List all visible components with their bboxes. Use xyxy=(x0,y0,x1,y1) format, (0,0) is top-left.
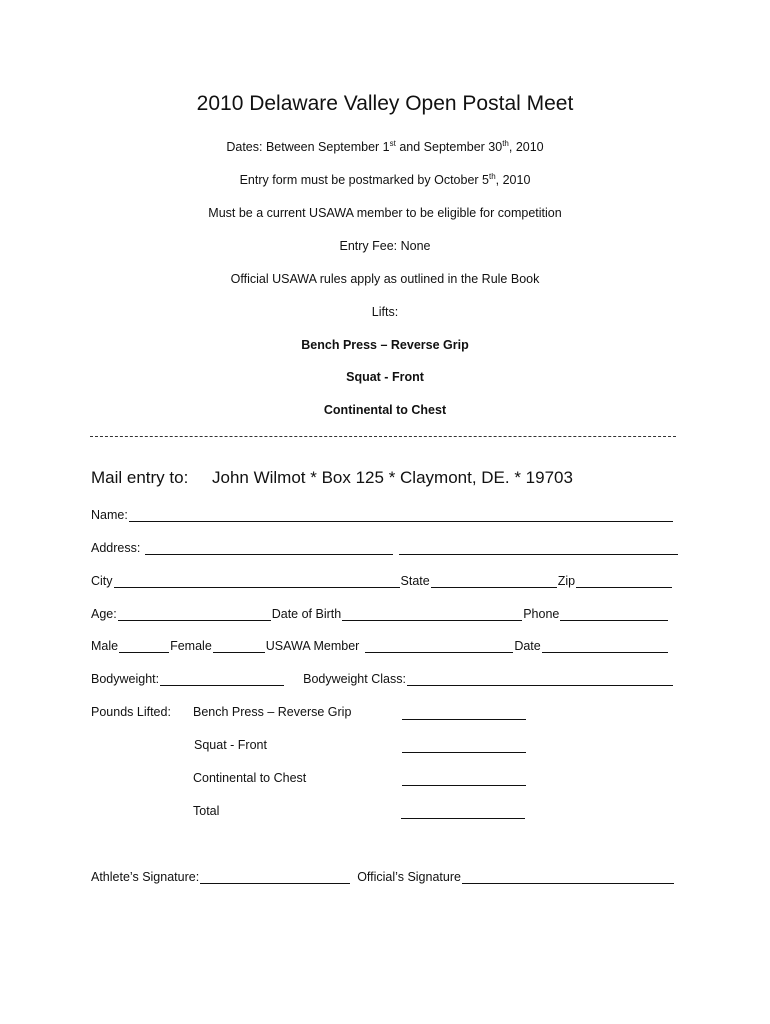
pounds-item: Continental to Chest xyxy=(193,771,307,785)
dob-label: Date of Birth xyxy=(271,607,342,621)
address-label: Address: xyxy=(91,541,141,555)
zip-field[interactable] xyxy=(576,575,672,588)
pounds-item: Bench Press – Reverse Grip xyxy=(193,705,352,719)
official-signature-field[interactable] xyxy=(462,871,674,884)
phone-field[interactable] xyxy=(560,608,668,621)
age-field[interactable] xyxy=(118,608,271,621)
official-signature-label: Official’s Signature xyxy=(357,870,461,884)
dates-mid: and September 30 xyxy=(395,140,503,154)
age-row xyxy=(91,607,679,621)
state-label: State xyxy=(400,574,430,588)
city-row xyxy=(91,574,679,588)
postmark-line xyxy=(0,173,770,187)
phone-label: Phone xyxy=(523,607,560,621)
postmark-prefix: Entry form must be postmarked by October 5 xyxy=(239,173,489,187)
lift-item: Bench Press – Reverse Grip xyxy=(301,338,469,352)
squat-field[interactable] xyxy=(402,752,526,753)
usawa-member-field[interactable] xyxy=(365,640,513,653)
lifts-heading: Lifts: xyxy=(371,305,399,319)
bodyweight-row xyxy=(91,672,679,686)
state-field[interactable] xyxy=(431,575,557,588)
continental-field[interactable] xyxy=(402,785,526,786)
dates-sup-1: st xyxy=(389,138,396,148)
dob-field[interactable] xyxy=(342,608,522,621)
divider xyxy=(90,436,676,437)
signature-row xyxy=(91,870,679,884)
male-field[interactable] xyxy=(119,640,169,653)
total-field[interactable] xyxy=(401,818,525,819)
mail-entry xyxy=(91,468,573,488)
zip-label: Zip xyxy=(557,574,576,588)
name-field[interactable] xyxy=(129,509,673,522)
address-field-2[interactable] xyxy=(399,542,678,555)
dates-line xyxy=(0,140,770,154)
mail-address: John Wilmot * Box 125 * Claymont, DE. * 19703 xyxy=(212,468,573,487)
female-field[interactable] xyxy=(213,640,265,653)
name-row xyxy=(91,508,679,522)
gender-row xyxy=(91,639,679,653)
athlete-signature-label: Athlete’s Signature: xyxy=(91,870,200,884)
address-row xyxy=(91,541,679,555)
pounds-lifted-label: Pounds Lifted: xyxy=(91,705,171,719)
page-title: 2010 Delaware Valley Open Postal Meet xyxy=(196,92,574,115)
female-label: Female xyxy=(170,639,212,653)
bodyweight-class-label: Bodyweight Class: xyxy=(303,672,406,686)
bodyweight-class-field[interactable] xyxy=(407,673,673,686)
city-field[interactable] xyxy=(114,575,400,588)
dates-suffix: , 2010 xyxy=(508,140,544,154)
dates-prefix: Dates: Between September 1 xyxy=(226,140,390,154)
lift-item: Continental to Chest xyxy=(323,403,447,417)
dates-sup-2: th xyxy=(502,138,509,148)
pounds-item: Total xyxy=(193,804,220,818)
address-field-1[interactable] xyxy=(145,542,392,555)
age-label: Age: xyxy=(91,607,117,621)
mail-label: Mail entry to: xyxy=(91,468,189,487)
bodyweight-label: Bodyweight: xyxy=(91,672,160,686)
usawa-member-label: USAWA Member xyxy=(265,639,360,653)
pounds-item: Squat - Front xyxy=(194,738,267,752)
bodyweight-field[interactable] xyxy=(160,673,284,686)
membership-line: Must be a current USAWA member to be eligible for competition xyxy=(208,206,562,220)
rules-line: Official USAWA rules apply as outlined in the Rule Book xyxy=(230,272,540,286)
postmark-sup: th xyxy=(488,171,496,181)
date-field[interactable] xyxy=(542,640,668,653)
lift-item: Squat - Front xyxy=(346,370,424,384)
fee-line: Entry Fee: None xyxy=(339,239,431,253)
male-label: Male xyxy=(91,639,119,653)
date-label: Date xyxy=(514,639,541,653)
postmark-suffix: , 2010 xyxy=(495,173,531,187)
city-label: City xyxy=(91,574,113,588)
name-label: Name: xyxy=(91,508,128,522)
athlete-signature-field[interactable] xyxy=(200,871,350,884)
bench-press-field[interactable] xyxy=(402,719,526,720)
